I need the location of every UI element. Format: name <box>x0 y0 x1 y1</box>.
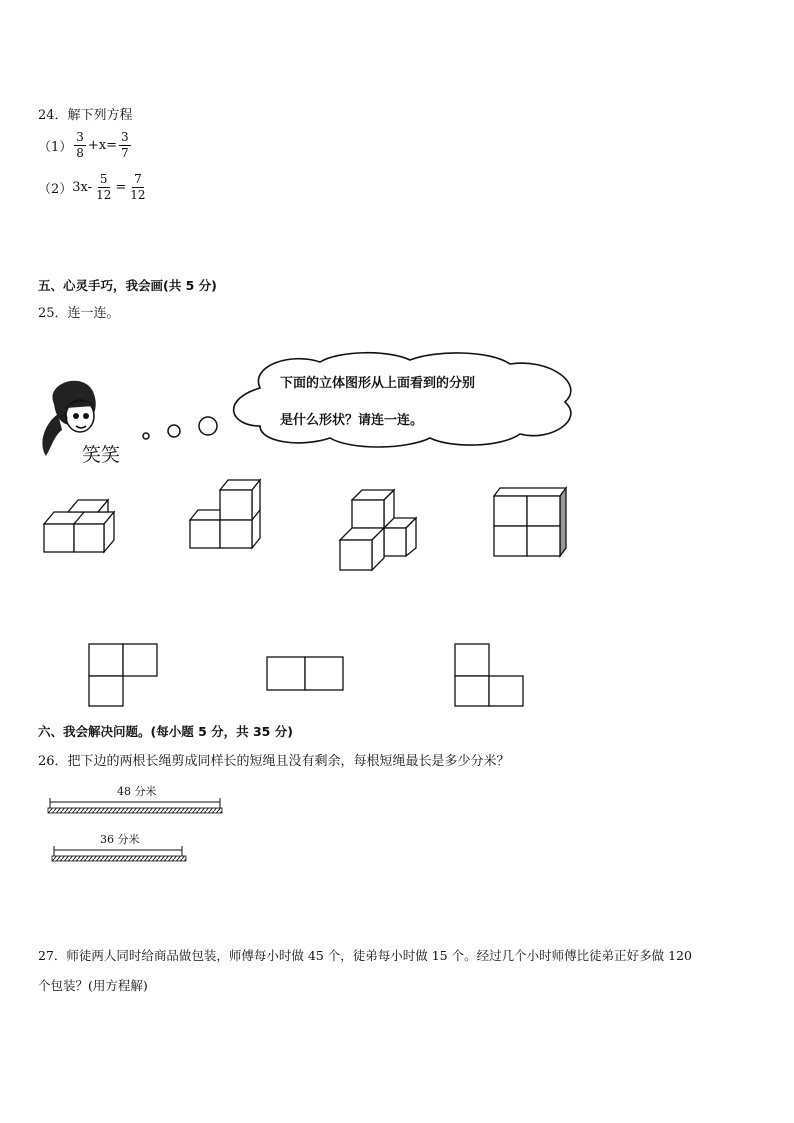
eq2-mid: = <box>115 180 127 195</box>
eq1-prefix: （1） <box>38 140 73 155</box>
q27-line-1: 27．师徒两人同时给商品做包装，师傅每小时做 45 个，徒弟每小时做 15 个。经过几个小时师傅比徒弟正好多做 120 <box>38 948 692 963</box>
solid-figure-2 <box>186 476 266 552</box>
girl-name: 笑笑 <box>82 444 121 466</box>
thought-dots <box>140 414 220 444</box>
eq2-lead: 3x- <box>72 180 93 195</box>
q26-text: 26．把下边的两根长绳剪成同样长的短绳且没有剩余，每根短绳最长是多少分米？ <box>38 754 510 769</box>
q24-equation-2 <box>38 172 150 203</box>
eq1-fraction-left: $\frac{3}{8}$ <box>76 130 84 160</box>
rope-48-diagram <box>46 796 226 818</box>
eq1-mid: +x= <box>87 138 118 153</box>
section-6-title: 六、我会解决问题。(每小题 5 分，共 35 分) <box>38 724 293 739</box>
q25-title: 25．连一连。 <box>38 306 120 321</box>
solid-figure-4 <box>488 484 572 560</box>
eq1-fraction-right: $\frac{3}{7}$ <box>121 130 129 160</box>
top-view-1 <box>86 640 160 710</box>
rope-36-label: 36 分米 <box>100 833 140 846</box>
bubble-line-1: 下面的立体图形从上面看到的分别 <box>280 376 476 391</box>
eq2-fraction-right: $\frac{7}{12}$ <box>130 172 146 202</box>
eq2-prefix: （2） <box>38 182 73 197</box>
solid-figure-3 <box>338 486 422 576</box>
bubble-line-2: 是什么形状？请连一连。 <box>280 413 424 428</box>
rope-48-label: 48 分米 <box>117 785 157 798</box>
rope-36-diagram <box>50 844 190 866</box>
section-5-title: 五、心灵手巧，我会画(共 5 分) <box>38 278 217 293</box>
q27-line-2: 个包装？(用方程解) <box>38 978 148 993</box>
solid-figure-1 <box>40 494 130 554</box>
q24-title: 24．解下列方程 <box>38 108 133 123</box>
thought-cloud-shape <box>220 350 580 450</box>
top-view-3 <box>452 640 528 710</box>
eq2-fraction-left: $\frac{5}{12}$ <box>96 172 112 202</box>
q24-equation-1 <box>38 130 133 161</box>
top-view-2 <box>264 654 348 694</box>
